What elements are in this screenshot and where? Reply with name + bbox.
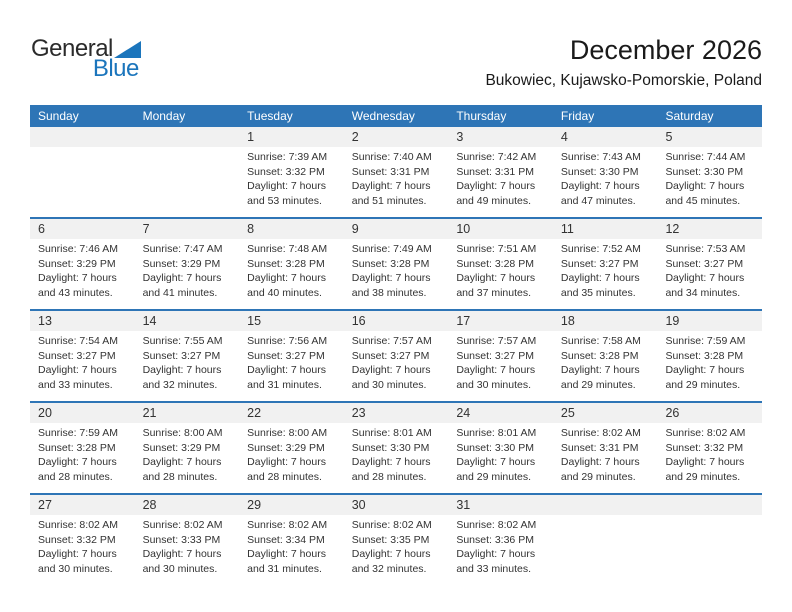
day-daylight: Daylight: 7 hours and 29 minutes. <box>665 364 745 391</box>
day-sunset: Sunset: 3:27 PM <box>351 349 430 362</box>
day-sunset: Sunset: 3:33 PM <box>142 533 221 546</box>
day-sunrise: Sunrise: 8:01 AM <box>456 427 537 439</box>
day-details <box>135 515 240 576</box>
day-sunrise: Sunrise: 7:56 AM <box>247 335 328 347</box>
day-number: 6 <box>30 219 135 239</box>
day-sunset: Sunset: 3:28 PM <box>351 257 430 270</box>
day-cell <box>30 311 135 401</box>
day-number <box>135 127 240 147</box>
day-details <box>448 515 553 576</box>
day-cell <box>239 403 344 493</box>
day-sunset: Sunset: 3:27 PM <box>456 349 534 362</box>
day-cell <box>239 495 344 585</box>
day-sunset: Sunset: 3:27 PM <box>38 349 116 362</box>
day-sunrise: Sunrise: 7:59 AM <box>665 335 746 347</box>
day-daylight: Daylight: 7 hours and 30 minutes. <box>38 548 117 575</box>
day-daylight: Daylight: 7 hours and 35 minutes. <box>560 272 640 299</box>
day-daylight: Daylight: 7 hours and 29 minutes. <box>665 456 745 483</box>
day-number: 3 <box>448 127 553 147</box>
weekday-cell-saturday: Saturday <box>665 109 714 123</box>
day-sunrise: Sunrise: 8:02 AM <box>665 427 746 439</box>
day-number: 2 <box>344 127 449 147</box>
day-number: 21 <box>135 403 240 423</box>
day-daylight: Daylight: 7 hours and 49 minutes. <box>456 180 536 207</box>
day-sunrise: Sunrise: 7:57 AM <box>456 335 537 347</box>
day-number: 24 <box>448 403 553 423</box>
calendar <box>30 105 762 585</box>
day-number: 5 <box>657 127 762 147</box>
day-details <box>448 331 553 392</box>
day-sunrise: Sunrise: 7:44 AM <box>665 151 746 163</box>
day-cell <box>448 495 553 585</box>
day-daylight: Daylight: 7 hours and 32 minutes. <box>351 548 431 575</box>
day-sunrise: Sunrise: 8:02 AM <box>247 519 328 531</box>
day-sunrise: Sunrise: 8:02 AM <box>351 519 432 531</box>
day-cell <box>553 127 658 217</box>
day-sunrise: Sunrise: 7:39 AM <box>247 151 328 163</box>
day-cell <box>135 219 240 309</box>
day-cell <box>448 219 553 309</box>
day-sunset: Sunset: 3:30 PM <box>665 165 744 178</box>
day-sunrise: Sunrise: 7:40 AM <box>351 151 432 163</box>
day-sunset: Sunset: 3:27 PM <box>560 257 639 270</box>
empty-day-cell <box>553 495 658 585</box>
day-sunrise: Sunrise: 8:02 AM <box>38 519 118 531</box>
day-number: 25 <box>553 403 658 423</box>
day-sunrise: Sunrise: 7:47 AM <box>142 243 223 255</box>
day-number: 8 <box>239 219 344 239</box>
week-row <box>30 309 762 401</box>
day-sunrise: Sunrise: 7:51 AM <box>456 243 537 255</box>
day-number: 20 <box>30 403 135 423</box>
day-sunrise: Sunrise: 8:02 AM <box>142 519 223 531</box>
day-cell <box>135 495 240 585</box>
day-number: 12 <box>657 219 762 239</box>
day-details <box>657 239 762 300</box>
empty-day-cell <box>657 495 762 585</box>
day-details <box>344 239 449 300</box>
day-sunset: Sunset: 3:30 PM <box>351 441 430 454</box>
day-details <box>239 239 344 300</box>
day-number: 22 <box>239 403 344 423</box>
page-title: December 2026 <box>569 35 762 65</box>
day-details <box>657 423 762 484</box>
day-number <box>30 127 135 147</box>
day-cell <box>30 219 135 309</box>
day-number: 26 <box>657 403 762 423</box>
page-subtitle: Bukowiec, Kujawsko-Pomorskie, Poland <box>485 72 762 89</box>
day-details <box>344 331 449 392</box>
day-sunset: Sunset: 3:32 PM <box>665 441 744 454</box>
logo-text-general: General <box>31 35 113 62</box>
day-number: 13 <box>30 311 135 331</box>
day-cell <box>448 127 553 217</box>
day-number: 23 <box>344 403 449 423</box>
day-sunset: Sunset: 3:30 PM <box>560 165 639 178</box>
day-number: 14 <box>135 311 240 331</box>
day-details <box>553 423 658 484</box>
day-details <box>448 147 553 208</box>
day-sunrise: Sunrise: 8:00 AM <box>247 427 328 439</box>
day-cell <box>30 495 135 585</box>
day-details <box>30 515 135 576</box>
week-row <box>30 127 762 217</box>
weekday-header-row <box>30 105 762 127</box>
day-sunrise: Sunrise: 7:54 AM <box>38 335 118 347</box>
day-cell <box>344 495 449 585</box>
day-daylight: Daylight: 7 hours and 28 minutes. <box>142 456 222 483</box>
day-details <box>135 239 240 300</box>
day-number: 16 <box>344 311 449 331</box>
day-number: 17 <box>448 311 553 331</box>
day-sunset: Sunset: 3:34 PM <box>247 533 325 546</box>
day-details <box>657 331 762 392</box>
day-daylight: Daylight: 7 hours and 29 minutes. <box>560 456 640 483</box>
weekday-cell-thursday: Thursday <box>456 109 507 123</box>
day-cell <box>239 311 344 401</box>
day-sunrise: Sunrise: 7:55 AM <box>142 335 223 347</box>
day-sunset: Sunset: 3:31 PM <box>351 165 430 178</box>
day-details <box>239 331 344 392</box>
day-daylight: Daylight: 7 hours and 37 minutes. <box>456 272 536 299</box>
day-details <box>239 147 344 208</box>
day-daylight: Daylight: 7 hours and 47 minutes. <box>560 180 640 207</box>
day-daylight: Daylight: 7 hours and 31 minutes. <box>247 548 326 575</box>
day-sunset: Sunset: 3:28 PM <box>456 257 534 270</box>
day-cell <box>657 403 762 493</box>
day-number: 11 <box>553 219 658 239</box>
day-daylight: Daylight: 7 hours and 41 minutes. <box>142 272 222 299</box>
day-sunrise: Sunrise: 7:59 AM <box>38 427 118 439</box>
day-daylight: Daylight: 7 hours and 28 minutes. <box>351 456 431 483</box>
day-cell <box>344 127 449 217</box>
day-cell <box>657 127 762 217</box>
day-sunrise: Sunrise: 7:42 AM <box>456 151 537 163</box>
day-daylight: Daylight: 7 hours and 38 minutes. <box>351 272 431 299</box>
week-row <box>30 493 762 585</box>
day-details <box>344 515 449 576</box>
day-cell <box>135 311 240 401</box>
day-details <box>30 331 135 392</box>
day-details <box>553 147 658 208</box>
day-cell <box>657 219 762 309</box>
day-sunset: Sunset: 3:27 PM <box>247 349 325 362</box>
day-details <box>239 515 344 576</box>
day-number: 29 <box>239 495 344 515</box>
week-row <box>30 401 762 493</box>
day-sunset: Sunset: 3:29 PM <box>142 257 221 270</box>
day-daylight: Daylight: 7 hours and 34 minutes. <box>665 272 745 299</box>
day-number: 9 <box>344 219 449 239</box>
day-cell <box>135 403 240 493</box>
day-daylight: Daylight: 7 hours and 43 minutes. <box>38 272 117 299</box>
day-number: 18 <box>553 311 658 331</box>
day-details <box>135 423 240 484</box>
day-sunset: Sunset: 3:28 PM <box>38 441 116 454</box>
day-sunset: Sunset: 3:27 PM <box>665 257 744 270</box>
day-sunset: Sunset: 3:35 PM <box>351 533 430 546</box>
day-daylight: Daylight: 7 hours and 30 minutes. <box>456 364 536 391</box>
day-daylight: Daylight: 7 hours and 53 minutes. <box>247 180 326 207</box>
day-details <box>553 239 658 300</box>
day-daylight: Daylight: 7 hours and 28 minutes. <box>247 456 326 483</box>
day-sunset: Sunset: 3:31 PM <box>456 165 534 178</box>
day-daylight: Daylight: 7 hours and 29 minutes. <box>456 456 536 483</box>
day-number: 31 <box>448 495 553 515</box>
week-row <box>30 217 762 309</box>
weekday-cell-sunday: Sunday <box>38 109 79 123</box>
day-details <box>344 147 449 208</box>
day-number: 15 <box>239 311 344 331</box>
day-details <box>30 423 135 484</box>
day-cell <box>239 219 344 309</box>
day-daylight: Daylight: 7 hours and 45 minutes. <box>665 180 745 207</box>
day-daylight: Daylight: 7 hours and 33 minutes. <box>38 364 117 391</box>
day-details <box>553 331 658 392</box>
empty-day-cell <box>135 127 240 217</box>
day-details <box>239 423 344 484</box>
day-sunset: Sunset: 3:28 PM <box>560 349 639 362</box>
day-sunset: Sunset: 3:30 PM <box>456 441 534 454</box>
day-number: 27 <box>30 495 135 515</box>
day-cell <box>553 219 658 309</box>
day-sunrise: Sunrise: 7:49 AM <box>351 243 432 255</box>
day-number: 19 <box>657 311 762 331</box>
day-details <box>135 331 240 392</box>
day-cell <box>344 311 449 401</box>
empty-day-cell <box>30 127 135 217</box>
day-number: 28 <box>135 495 240 515</box>
day-daylight: Daylight: 7 hours and 40 minutes. <box>247 272 326 299</box>
day-sunrise: Sunrise: 7:52 AM <box>560 243 641 255</box>
day-daylight: Daylight: 7 hours and 31 minutes. <box>247 364 326 391</box>
day-sunset: Sunset: 3:32 PM <box>247 165 325 178</box>
weekday-cell-friday: Friday <box>560 109 595 123</box>
weekday-cell-tuesday: Tuesday <box>247 109 293 123</box>
day-sunset: Sunset: 3:36 PM <box>456 533 534 546</box>
day-daylight: Daylight: 7 hours and 32 minutes. <box>142 364 222 391</box>
day-number: 30 <box>344 495 449 515</box>
logo-text-blue: Blue <box>92 55 139 82</box>
day-details <box>30 239 135 300</box>
day-sunrise: Sunrise: 7:57 AM <box>351 335 432 347</box>
day-sunrise: Sunrise: 7:53 AM <box>665 243 746 255</box>
day-cell <box>239 127 344 217</box>
day-sunrise: Sunrise: 8:01 AM <box>351 427 432 439</box>
day-sunrise: Sunrise: 7:46 AM <box>38 243 118 255</box>
day-number <box>553 495 658 515</box>
day-sunset: Sunset: 3:28 PM <box>247 257 325 270</box>
day-daylight: Daylight: 7 hours and 33 minutes. <box>456 548 536 575</box>
day-daylight: Daylight: 7 hours and 28 minutes. <box>38 456 117 483</box>
day-cell <box>553 311 658 401</box>
day-sunrise: Sunrise: 8:00 AM <box>142 427 223 439</box>
day-sunrise: Sunrise: 7:58 AM <box>560 335 641 347</box>
day-sunrise: Sunrise: 7:43 AM <box>560 151 641 163</box>
day-daylight: Daylight: 7 hours and 51 minutes. <box>351 180 431 207</box>
day-cell <box>448 311 553 401</box>
day-details <box>448 239 553 300</box>
day-sunset: Sunset: 3:27 PM <box>142 349 221 362</box>
day-cell <box>344 403 449 493</box>
day-sunset: Sunset: 3:29 PM <box>142 441 221 454</box>
day-sunset: Sunset: 3:31 PM <box>560 441 639 454</box>
day-number: 1 <box>239 127 344 147</box>
day-number: 4 <box>553 127 658 147</box>
day-sunset: Sunset: 3:29 PM <box>247 441 325 454</box>
day-sunrise: Sunrise: 8:02 AM <box>560 427 641 439</box>
day-details <box>448 423 553 484</box>
day-daylight: Daylight: 7 hours and 30 minutes. <box>351 364 431 391</box>
weekday-cell-monday: Monday <box>142 109 186 123</box>
day-details <box>344 423 449 484</box>
day-details <box>657 147 762 208</box>
header <box>30 36 762 90</box>
day-sunset: Sunset: 3:28 PM <box>665 349 744 362</box>
day-number: 10 <box>448 219 553 239</box>
day-sunrise: Sunrise: 8:02 AM <box>456 519 537 531</box>
day-cell <box>344 219 449 309</box>
day-sunset: Sunset: 3:29 PM <box>38 257 116 270</box>
day-number: 7 <box>135 219 240 239</box>
day-cell <box>30 403 135 493</box>
day-sunset: Sunset: 3:32 PM <box>38 533 116 546</box>
day-daylight: Daylight: 7 hours and 29 minutes. <box>560 364 640 391</box>
day-daylight: Daylight: 7 hours and 30 minutes. <box>142 548 222 575</box>
day-cell <box>448 403 553 493</box>
day-cell <box>657 311 762 401</box>
day-sunrise: Sunrise: 7:48 AM <box>247 243 328 255</box>
day-number <box>657 495 762 515</box>
weekday-cell-wednesday: Wednesday <box>351 109 415 123</box>
day-cell <box>553 403 658 493</box>
